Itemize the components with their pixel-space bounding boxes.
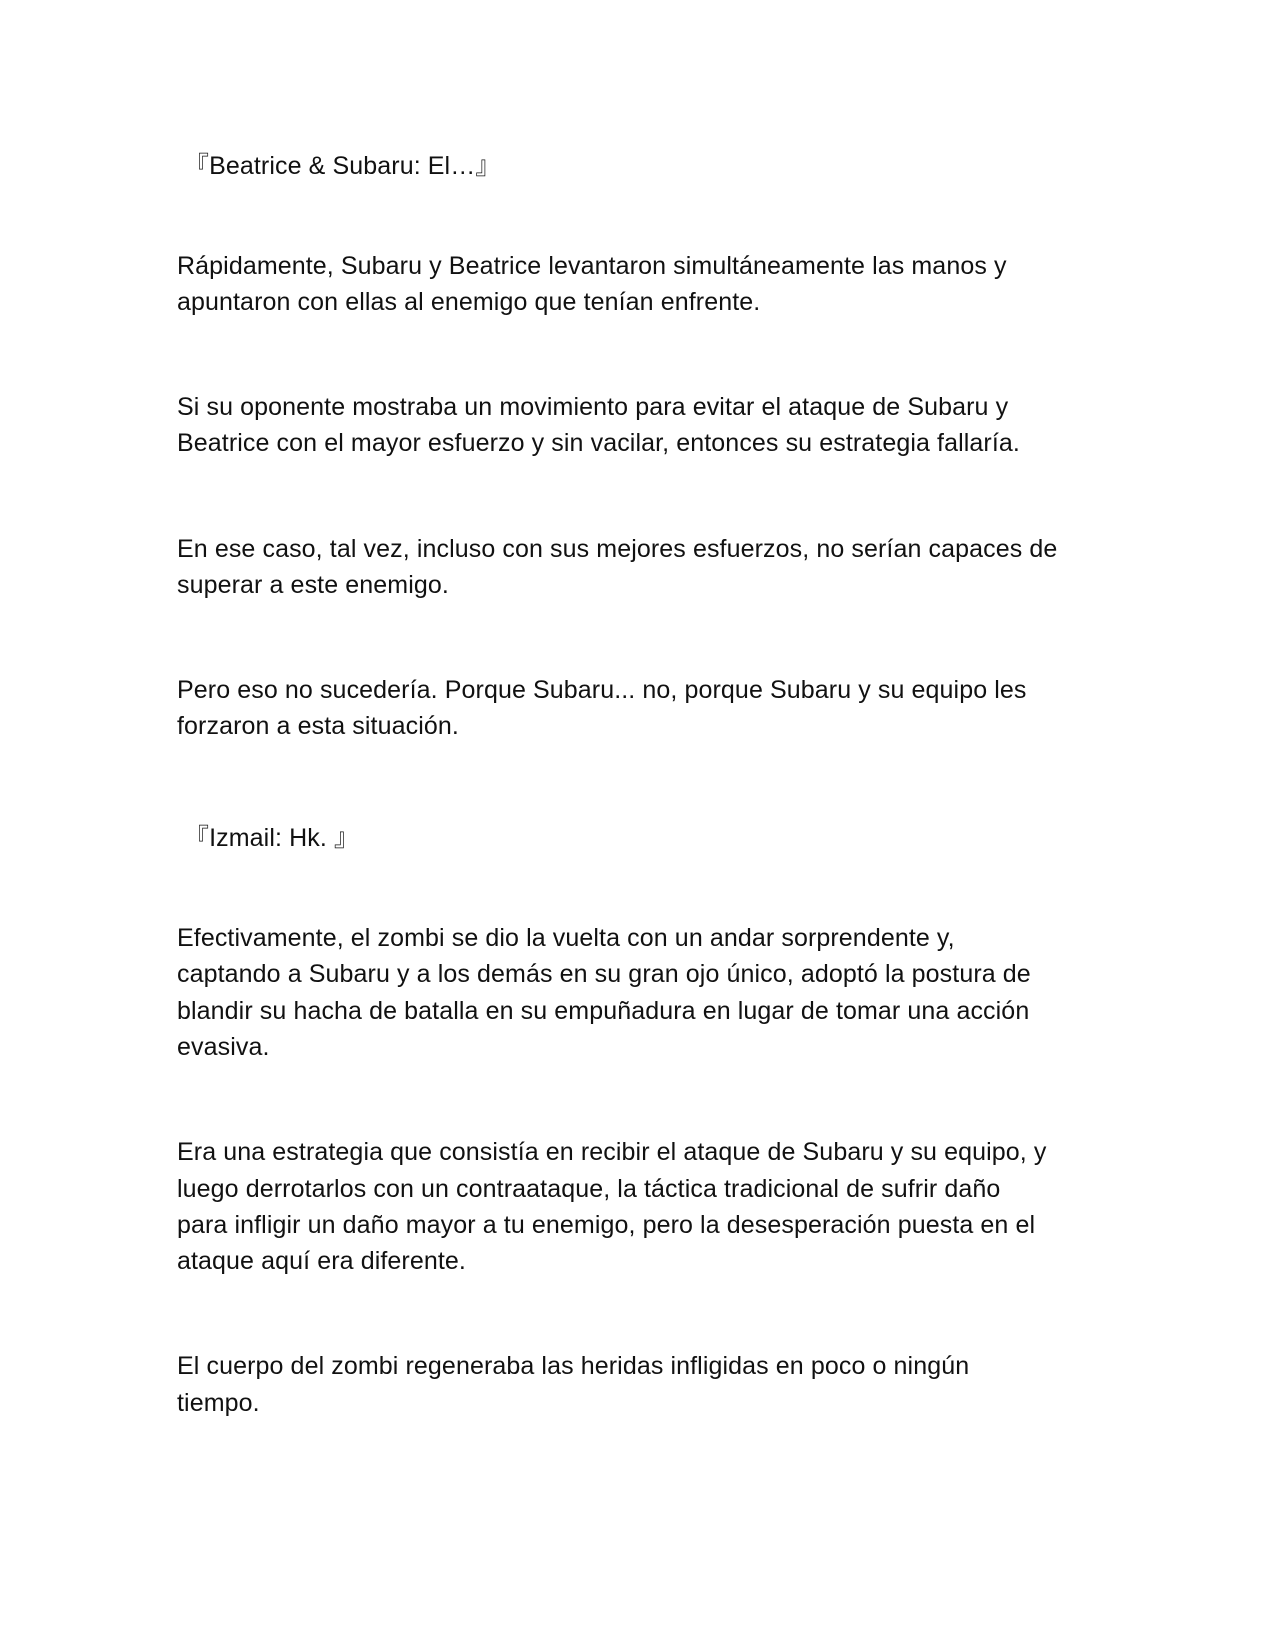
paragraph-line: En ese caso, tal vez, incluso con sus mejores esfuerzos, no serían capaces de (177, 535, 1058, 563)
paragraph-line: captando a Subaru y a los demás en su gran ojo único, adoptó la postura de (177, 960, 1031, 988)
paragraph-line: superar a este enemigo. (177, 571, 449, 599)
paragraph-line: blandir su hacha de batalla en su empuñadura en lugar de tomar una acción (177, 997, 1030, 1025)
paragraph-line: Rápidamente, Subaru y Beatrice levantaron simultáneamente las manos y (177, 252, 1007, 280)
paragraph-line: forzaron a esta situación. (177, 712, 459, 740)
paragraph-line: evasiva. (177, 1033, 270, 1061)
paragraph-line: Pero eso no sucedería. Porque Subaru... no, porque Subaru y su equipo les (177, 676, 1027, 704)
paragraph-line: Era una estrategia que consistía en recibir el ataque de Subaru y su equipo, y (177, 1138, 1047, 1166)
dialogue-line: 『Beatrice & Subaru: El…』 (184, 152, 501, 180)
paragraph-line: El cuerpo del zombi regeneraba las heridas infligidas en poco o ningún (177, 1352, 970, 1380)
dialogue-line: 『Izmail: Hk. 』 (184, 824, 360, 852)
paragraph-line: Si su oponente mostraba un movimiento para evitar el ataque de Subaru y (177, 393, 1009, 421)
paragraph-line: ataque aquí era diferente. (177, 1247, 466, 1275)
paragraph-line: luego derrotarlos con un contraataque, la táctica tradicional de sufrir daño (177, 1175, 1001, 1203)
paragraph-line: tiempo. (177, 1389, 260, 1417)
paragraph-line: apuntaron con ellas al enemigo que tenían enfrente. (177, 288, 761, 316)
paragraph-line: Efectivamente, el zombi se dio la vuelta con un andar sorprendente y, (177, 924, 955, 952)
paragraph-line: para infligir un daño mayor a tu enemigo, pero la desesperación puesta en el (177, 1211, 1036, 1239)
paragraph-line: Beatrice con el mayor esfuerzo y sin vacilar, entonces su estrategia fallaría. (177, 429, 1020, 457)
